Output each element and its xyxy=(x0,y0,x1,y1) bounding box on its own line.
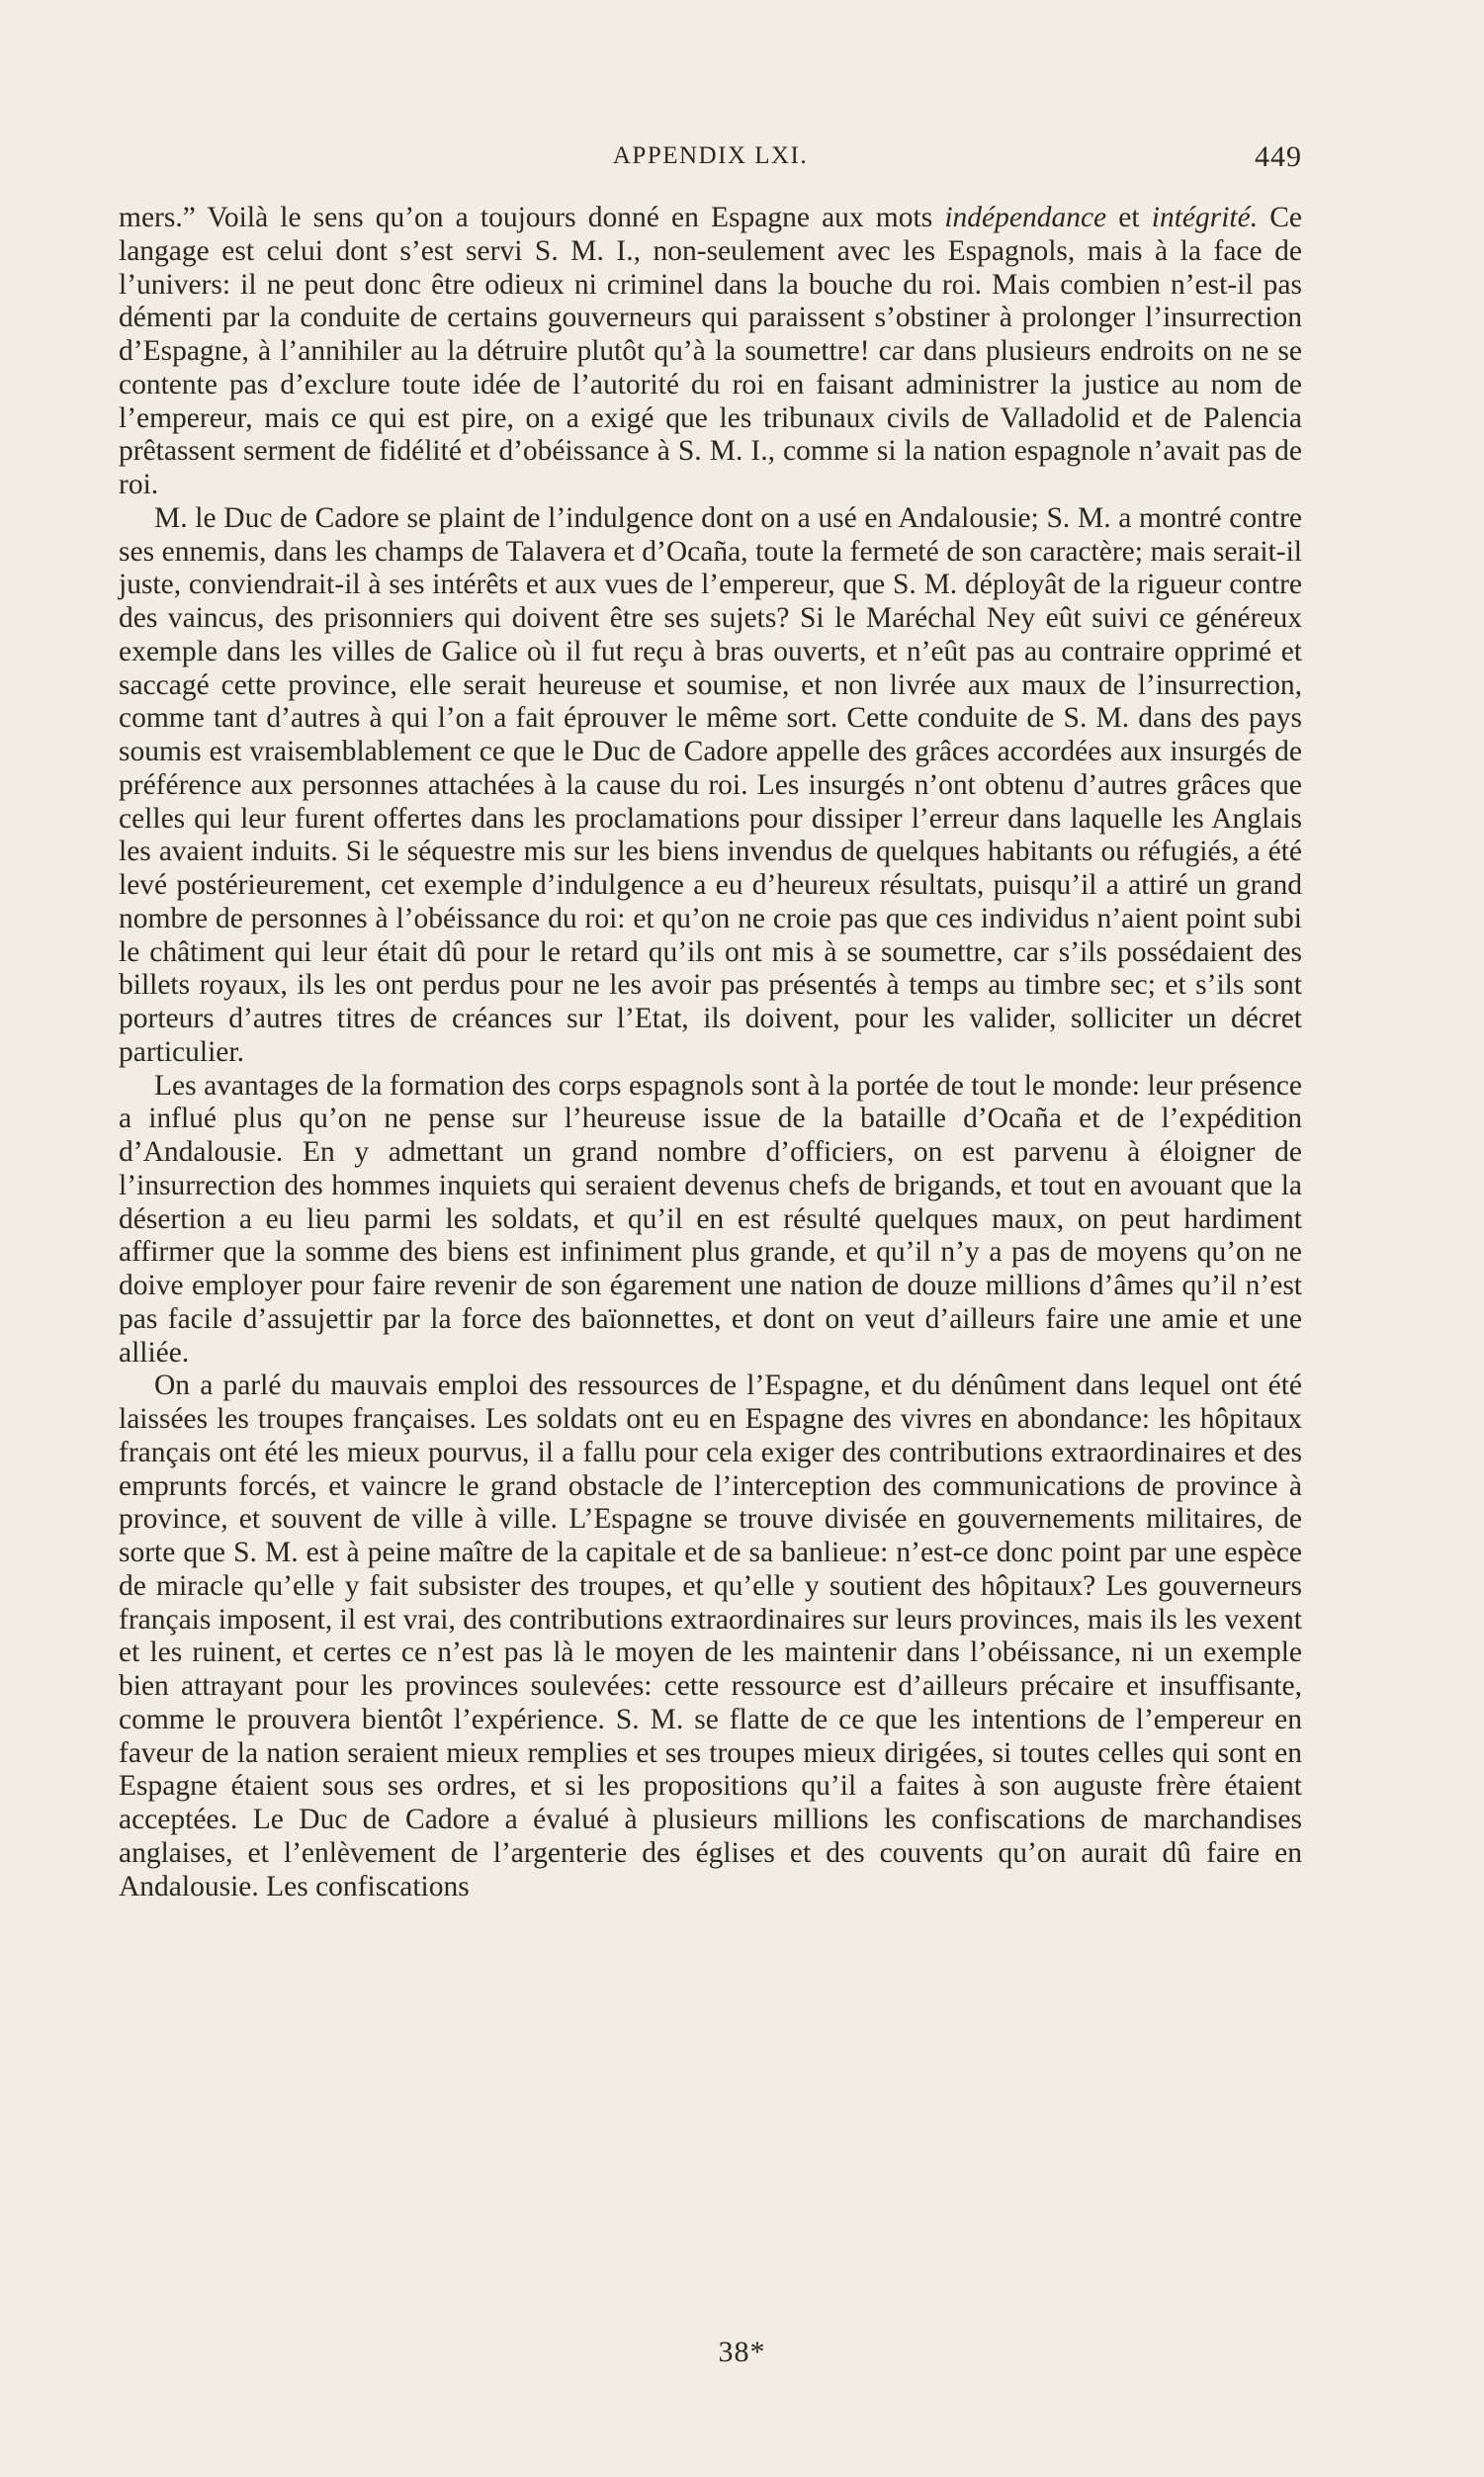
paragraph-2: M. le Duc de Cadore se plaint de l’indulgence dont on a usé en Andalousie; S. M. a montré contre ses ennemis, dans les champs de Talavera et d’Ocaña, toute la fermeté de son caractère; mais serait-il juste, conviendrait-il à ses intérêts et aux vues de l’empereur, que S. M. déployât de la rigueur contre des vaincus, des prisonniers qui doivent être ses sujets? Si le Maréchal Ney eût suivi ce généreux exemple dans les villes de Galice où il fut reçu à bras ouverts, et n’eût pas au contraire opprimé et saccagé cette province, elle serait heureuse et soumise, et non livrée aux maux de l’insurrection, comme tant d’autres à qui l’on a fait éprouver le même sort. Cette conduite de S. M. dans des pays soumis est vraisemblablement ce que le Duc de Cadore appelle des grâces accordées aux insurgés de préférence aux personnes attachées à la cause du roi. Les insurgés n’ont obtenu d’autres grâces que celles qui leur furent offertes dans les proclamations pour dissiper l’erreur dans laquelle les Anglais les avaient induits. Si le séquestre mis sur les biens invendus de quelques habitants ou réfugiés, a été levé postérieurement, cet exemple d’indulgence a eu d’heureux résultats, puisqu’il a attiré un grand nombre de personnes à l’obéissance du roi: et qu’on ne croie pas que ces individus n’aient point subi le châtiment qui leur était dû pour le retard qu’ils ont mis à se soumettre, car s’ils possédaient des billets royaux, ils les ont perdus pour ne les avoir pas présentés à temps au timbre sec; et s’ils sont porteurs d’autres titres de créances sur l’Etat, ils doivent, pour les valider, solliciter un décret particulier. xyxy=(119,501,1302,1068)
paragraph-4: On a parlé du mauvais emploi des ressources de l’Espagne, et du dénûment dans lequel ont été laissées les troupes françaises. Les soldats ont eu en Espagne des vivres en abondance: les hôpitaux français ont été les mieux pourvus, il a fallu pour cela exiger des contributions extraordinaires et des emprunts forcés, et vaincre le grand obstacle de l’interception des communications de province à province, et souvent de ville à ville. L’Espagne se trouve divisée en gouvernements militaires, de sorte que S. M. est à peine maître de la capitale et de sa banlieue: n’est-ce donc point par une espèce de miracle qu’elle y fait subsister des troupes, et qu’elle y soutient des hôpitaux? Les gouverneurs français imposent, il est vrai, des contributions extraordinaires sur leurs provinces, mais ils les vexent et les ruinent, et certes ce n’est pas là le moyen de les maintenir dans l’obéissance, ni un exemple bien attrayant pour les provinces soulevées: cette ressource est d’ailleurs précaire et insuffisante, comme le prouvera bientôt l’expérience. S. M. se flatte de ce que les intentions de l’empereur en faveur de la nation seraient mieux remplies et ses troupes mieux dirigées, si toutes celles qui sont en Espagne étaient sous ses ordres, et si les propositions qu’il a faites à son auguste frère étaient acceptées. Le Duc de Cadore a évalué à plusieurs millions les confiscations de marchandises anglaises, et l’enlèvement de l’argenterie des églises et des couvents qu’on aurait dû faire en Andalousie. Les confiscations xyxy=(119,1370,1302,1902)
paragraph-3: Les avantages de la formation des corps espagnols sont à la portée de tout le monde: leur présence a influé plus qu’on ne pense sur l’heureuse issue de la bataille d’Ocaña et de l’expédition d’Andalousie. En y admettant un grand nombre d’officiers, on est parvenu à éloigner de l’insurrection des hommes inquiets qui seraient devenus chefs de brigands, et tout en avouant que la désertion a eu lieu parmi les soldats, et qu’il en est résulté quelques maux, on peut hardiment affirmer que la somme des biens est infiniment plus grande, et qu’il n’y a pas de moyens qu’on ne doive employer pour faire revenir de son égarement une nation de douze millions d’âmes qu’il n’est pas facile d’assujettir par la force des baïonnettes, et dont on veut d’ailleurs faire une amie et une alliée. xyxy=(119,1069,1302,1369)
page-number: 449 xyxy=(1255,140,1302,173)
paragraph-1 xyxy=(119,202,1302,502)
paragraph-1-part-b: et xyxy=(1106,202,1152,233)
running-head xyxy=(119,136,1302,176)
body-text xyxy=(119,202,1302,1903)
italic-term-integrite: intégrité. xyxy=(1151,202,1259,233)
running-title: APPENDIX LXI. xyxy=(612,142,809,169)
paragraph-1-part-c: Ce langage est celui dont s’est servi S. M. I., non-seulement avec les Espagnols, mais à la face de l’univers: il ne peut donc être odieux ni criminel dans la bouche du roi. Mais combien n’est-il pas démenti par la conduite de certains gouverneurs qui paraissent s’obstiner à prolonger l’insurrection d’Espagne, à l’annihiler au la détruire plutôt qu’à la soumettre! car dans plusieurs endroits on ne se contente pas d’exclure toute idée de l’autorité du roi en faisant administrer la justice au nom de l’empereur, mais ce qui est pire, on a exigé que les tribunaux civils de Valladolid et de Palencia prêtassent serment de fidélité et d’obéissance à S. M. I., comme si la nation espagnole n’avait pas de roi. xyxy=(119,202,1302,500)
paragraph-1-part-a: mers.” Voilà le sens qu’on a toujours donné en Espagne aux mots xyxy=(119,202,945,233)
signature-mark: 38* xyxy=(718,2336,766,2368)
italic-term-independance: indépendance xyxy=(944,202,1107,233)
